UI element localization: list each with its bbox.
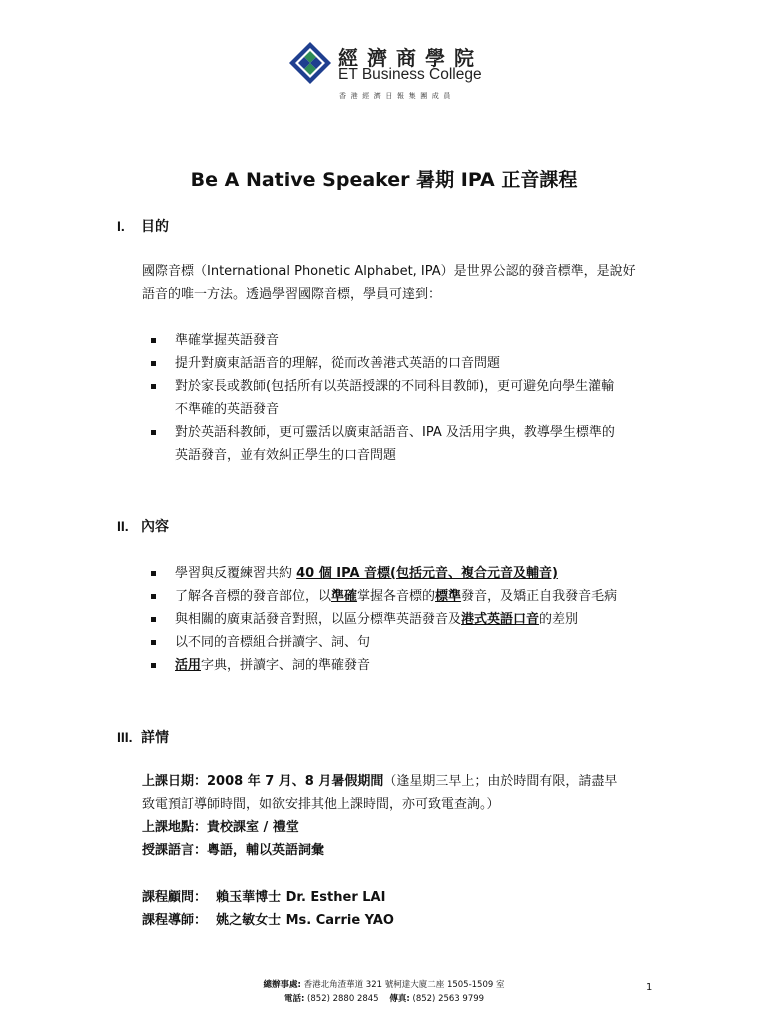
college-chinese-name: 經濟商學院	[338, 46, 483, 70]
objectives-list	[147, 329, 615, 467]
bullet-icon	[151, 571, 156, 576]
bullet-icon	[151, 594, 156, 599]
bullet-icon	[151, 430, 156, 435]
list-item: 對於英語科教師，更可靈活以廣東話語音、IPA 及活用字典，教導學生標準的 英語發音，並有效糾正學生的口音問題	[147, 421, 615, 467]
section-2-heading	[117, 516, 169, 536]
list-item: 提升對廣東話語音的理解，從而改善港式英語的口音問題	[147, 352, 615, 375]
list-item: 以不同的音標組合拼讀字、詞、句	[147, 631, 617, 654]
content-list	[147, 562, 617, 677]
college-logo-mark	[289, 42, 331, 84]
bullet-icon	[151, 384, 156, 389]
section-2-title: 內容	[141, 519, 169, 535]
bullet-icon	[151, 663, 156, 668]
diamond-logo-icon	[289, 42, 331, 84]
bullet-icon	[151, 338, 156, 343]
consultant-line: 課程顧問： 賴玉華博士 Dr. Esther LAI	[142, 890, 386, 905]
section-3-heading	[117, 727, 169, 747]
section-3-title: 詳情	[141, 730, 169, 746]
course-language: 授課語言：粵語，輔以英語詞彙	[142, 843, 325, 858]
intro-line: 語音的唯一方法。透過學習國際音標，學員可達到：	[142, 287, 442, 302]
section-1-number: I.	[117, 218, 125, 234]
course-venue: 上課地點：貴校課室 / 禮堂	[142, 820, 299, 835]
instructor-line: 課程導師： 姚之敏女士 Ms. Carrie YAO	[142, 913, 394, 928]
bullet-icon	[151, 361, 156, 366]
list-item: 與相關的廣東話發音對照，以區分標準英語發音及港式英語口音的差別	[147, 608, 617, 631]
document-title: Be A Native Speaker 暑期 IPA 正音課程	[190, 169, 578, 191]
bullet-icon	[151, 617, 156, 622]
footer-contact: 電話: (852) 2880 2845 傳真: (852) 2563 9799	[283, 994, 485, 1004]
list-item: 準確掌握英語發音	[147, 329, 615, 352]
list-item: 學習與反覆練習共約 40 個 IPA 音標(包括元音、複合元音及輔音)	[147, 562, 617, 585]
footer-address: 總辦事處: 香港北角渣華道 321 號柯達大廈二座 1505-1509 室	[263, 980, 505, 990]
page-number: 1	[646, 982, 653, 993]
intro-line: 國際音標（International Phonetic Alphabet, IPA）是世界公認的發音標準，是說好	[142, 264, 636, 279]
section-1-intro	[142, 260, 636, 306]
course-details	[142, 770, 617, 862]
course-date: 上課日期：2008 年 7 月、8 月暑假期間（逢星期三早上；由於時間有限，請盡早	[142, 774, 618, 789]
section-2-number: II.	[117, 518, 129, 534]
college-english-name: ET Business College	[338, 66, 482, 83]
section-1-heading	[117, 216, 169, 236]
section-1-title: 目的	[141, 219, 169, 235]
course-date-note: 致電預訂導師時間，如欲安排其他上課時間，亦可致電查詢。）	[142, 797, 500, 812]
bullet-icon	[151, 640, 156, 645]
page-footer	[0, 978, 768, 1006]
course-staff	[142, 886, 394, 932]
list-item: 對於家長或教師(包括所有以英語授課的不同科目教師)，更可避免向學生灌輸 不準確的英語發音	[147, 375, 615, 421]
college-subtitle: 香港經濟日報集團成員	[339, 92, 455, 100]
section-3-number: III.	[117, 729, 133, 745]
list-item: 了解各音標的發音部位，以準確掌握各音標的標準發音，及矯正自我發音毛病	[147, 585, 617, 608]
list-item: 活用字典，拼讀字、詞的準確發音	[147, 654, 617, 677]
